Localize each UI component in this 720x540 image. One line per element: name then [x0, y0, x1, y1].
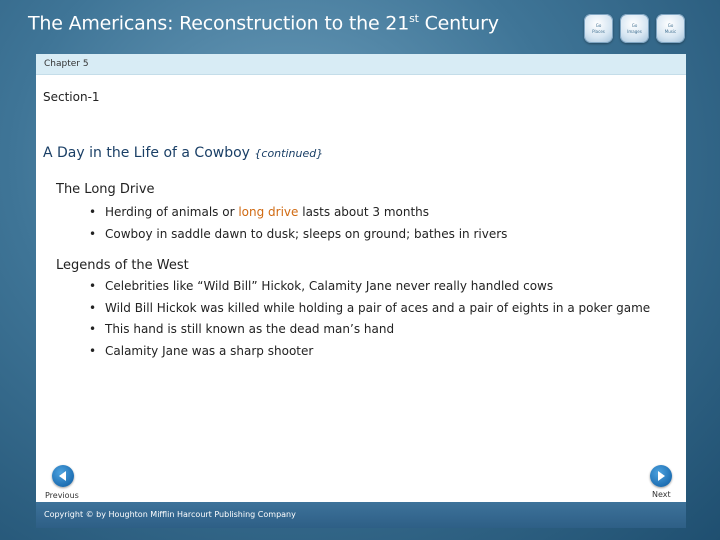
list-item: • Calamity Jane was a sharp shooter	[89, 341, 650, 363]
list-item: • Celebrities like “Wild Bill” Hickok, Calamity Jane never really handled cows	[89, 276, 650, 298]
chapter-label: Chapter 5	[44, 59, 89, 69]
previous-arrow-icon[interactable]	[52, 465, 74, 487]
list-item: • Cowboy in saddle dawn to dusk; sleeps on ground; bathes in rivers	[89, 224, 507, 246]
footer-bar	[36, 502, 686, 528]
previous-label[interactable]: Previous	[45, 491, 79, 500]
chapter-bar	[36, 54, 686, 75]
long-drive-title: The Long Drive	[56, 182, 155, 197]
slide-heading	[43, 145, 323, 161]
copyright-text: Copyright © by Houghton Mifflin Harcourt Publishing Company	[44, 510, 296, 519]
quick-nav	[584, 14, 685, 43]
next-label[interactable]: Next	[652, 490, 671, 499]
images-icon-label-2: Images	[627, 28, 642, 34]
list-item: • Herding of animals or long drive lasts about 3 months	[89, 202, 507, 224]
music-icon-label-2: Music	[664, 28, 677, 34]
list-item: • This hand is still known as the dead man’s hand	[89, 319, 650, 341]
legends-list	[89, 276, 650, 362]
term-highlight: long drive	[238, 205, 299, 219]
slide-panel	[36, 54, 686, 528]
heading-continued: {continued}	[254, 147, 324, 160]
places-icon-label-1: Go	[595, 22, 602, 28]
music-icon-label-1: Go	[667, 22, 674, 28]
places-icon[interactable]	[584, 14, 613, 43]
long-drive-list	[89, 202, 507, 245]
legends-title: Legends of the West	[56, 258, 189, 273]
places-icon-label-2: Places	[592, 28, 605, 34]
music-icon[interactable]	[656, 14, 685, 43]
next-arrow-icon[interactable]	[650, 465, 672, 487]
section-label: Section-1	[43, 90, 100, 104]
images-icon-label-1: Go	[631, 22, 638, 28]
presentation-title: The Americans: Reconstruction to the 21st Century	[28, 12, 499, 35]
heading-text: A Day in the Life of a Cowboy	[43, 145, 255, 161]
images-icon[interactable]	[620, 14, 649, 43]
list-item: • Wild Bill Hickok was killed while holding a pair of aces and a pair of eights in a poker game	[89, 298, 650, 320]
